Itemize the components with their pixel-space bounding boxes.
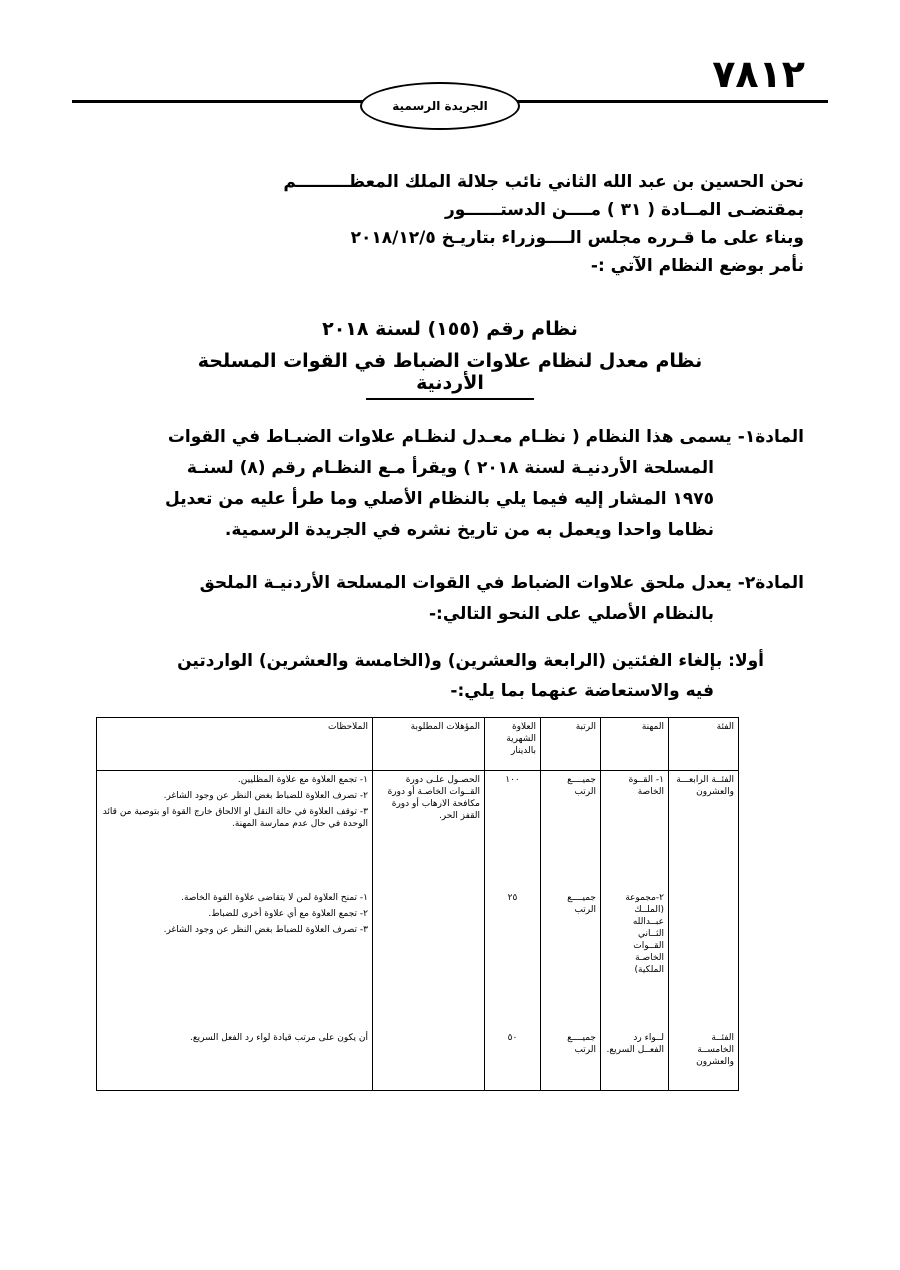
cell-profession: ٢-مجموعة (الملــك عبــدالله الثــاني القــوات الخاصـة الملكية) <box>601 889 669 1029</box>
cell-rank: جميــــع الرتب <box>541 771 601 889</box>
clause-first-text: أولا: بإلغاء الفئتين (الرابعة والعشرين) و(الخامسة والعشرين) الواردتين <box>177 651 764 671</box>
preamble-line: نحن الحسين بن عبد الله الثاني نائب جلالة الملك المعظـــــــــم <box>283 172 804 192</box>
cell-notes <box>97 889 373 1029</box>
article-2 <box>84 568 804 630</box>
note-item: ١- تمنح العلاوة لمن لا يتقاضى علاوة القوة الخاصة. <box>181 892 368 903</box>
clause-first <box>84 646 804 706</box>
table-row <box>97 1029 739 1091</box>
note-item: ٣- تصرف العلاوة للضباط بغض النظر عن وجود الشاغر. <box>163 924 368 935</box>
column-header-profession: المهنة <box>601 718 669 771</box>
cell-rank: جميــــع الرتب <box>541 889 601 1029</box>
article-1-text: يسمى هذا النظام ( نظـام معـدل لنظـام علاوات الضبـاط في القوات <box>167 427 732 447</box>
preamble-line: بمقتضـى المــادة ( ٣١ ) مــــن الدستــــــور <box>445 200 804 220</box>
clause-first-text: فيه والاستعاضة عنهما بما يلي:- <box>450 681 714 701</box>
article-2-text: بالنظام الأصلي على النحو التالي:- <box>429 604 714 624</box>
column-header-qualifications: المؤهلات المطلوبة <box>373 718 485 771</box>
note-item: ١- تجمع العلاوة مع علاوة المظليين. <box>237 775 368 785</box>
article-1 <box>84 422 804 546</box>
cell-qualifications <box>373 1029 485 1091</box>
preamble-line: وبناء على ما قـرره مجلس الــــوزراء بتاريـخ ٢٠١٨/١٢/٥ <box>350 228 804 248</box>
article-1-text: المسلحة الأردنيـة لسنة ٢٠١٨ ) ويقرأ مـع النظـام رقم (٨) لسنـة <box>186 458 714 478</box>
preamble-line: نأمر بوضع النظام الآتي :- <box>590 256 804 276</box>
cell-qualifications: الحصـول علـى دورة القــوات الخاصـة أو دورة مكافحة الارهاب أو دورة القفز الحر. <box>373 771 485 889</box>
article-1-label: المادة١- <box>737 427 804 447</box>
regulation-title: نظام معدل لنظام علاوات الضباط في القوات المسلحة الأردنية <box>197 350 703 394</box>
allowances-table <box>96 717 739 1091</box>
table-row <box>97 771 739 889</box>
title-divider <box>366 398 534 400</box>
cell-category: الفئــة الخامســة والعشرون <box>669 1029 739 1091</box>
column-header-category: الفئة <box>669 718 739 771</box>
note-item: ٣- توقف العلاوة في حالة النقل او الالحاق خارج القوة او بتوصية من قائد الوحدة في حال عدم ممارسة المهنة. <box>102 807 368 829</box>
cell-allowance: ٥٠ <box>485 1029 541 1091</box>
note-item: ٢- تجمع العلاوة مع أي علاوة أخرى للضباط. <box>208 908 368 919</box>
note-item: أن يكون على مرتب قيادة لواء رد الفعل السريع. <box>189 1032 368 1043</box>
cell-profession: ١- القــوة الخاصة <box>601 771 669 889</box>
table-header-row <box>97 718 739 771</box>
column-header-notes: الملاحظات <box>97 718 373 771</box>
table-row <box>97 889 739 1029</box>
article-2-label: المادة٢- <box>737 573 804 593</box>
article-1-text: نظاما واحدا ويعمل به من تاريخ نشره في الجريدة الرسمية. <box>224 520 714 540</box>
article-2-text: يعدل ملحق علاوات الضباط في القوات المسلحة الأردنيـة الملحق <box>199 573 732 593</box>
gazette-name: الجريدة الرسمية <box>392 99 488 113</box>
cell-category <box>669 889 739 1029</box>
cell-notes <box>97 1029 373 1091</box>
cell-allowance: ٢٥ <box>485 889 541 1029</box>
cell-qualifications <box>373 889 485 1029</box>
cell-category: الفئــة الرابعـــة والعشرون <box>669 771 739 889</box>
gazette-name-badge <box>360 82 520 130</box>
cell-notes <box>97 771 373 889</box>
note-item: ٢- تصرف العلاوة للضباط بغض النظر عن وجود الشاغر. <box>163 791 368 801</box>
page-number: ٧٨١٢ <box>712 52 805 96</box>
cell-profession: لــواء رد الفعــل السريع. <box>601 1029 669 1091</box>
cell-allowance: ١٠٠ <box>485 771 541 889</box>
column-header-rank: الرتبة <box>541 718 601 771</box>
preamble <box>204 168 804 280</box>
cell-rank: جميــــع الرتب <box>541 1029 601 1091</box>
regulation-number: نظام رقم (١٥٥) لسنة ٢٠١٨ <box>322 318 578 340</box>
article-1-text: ١٩٧٥ المشار إليه فيما يلي بالنظام الأصلي وما طرأ عليه من تعديل <box>165 489 714 509</box>
column-header-allowance: العلاوة الشهرية بالدينار <box>485 718 541 771</box>
